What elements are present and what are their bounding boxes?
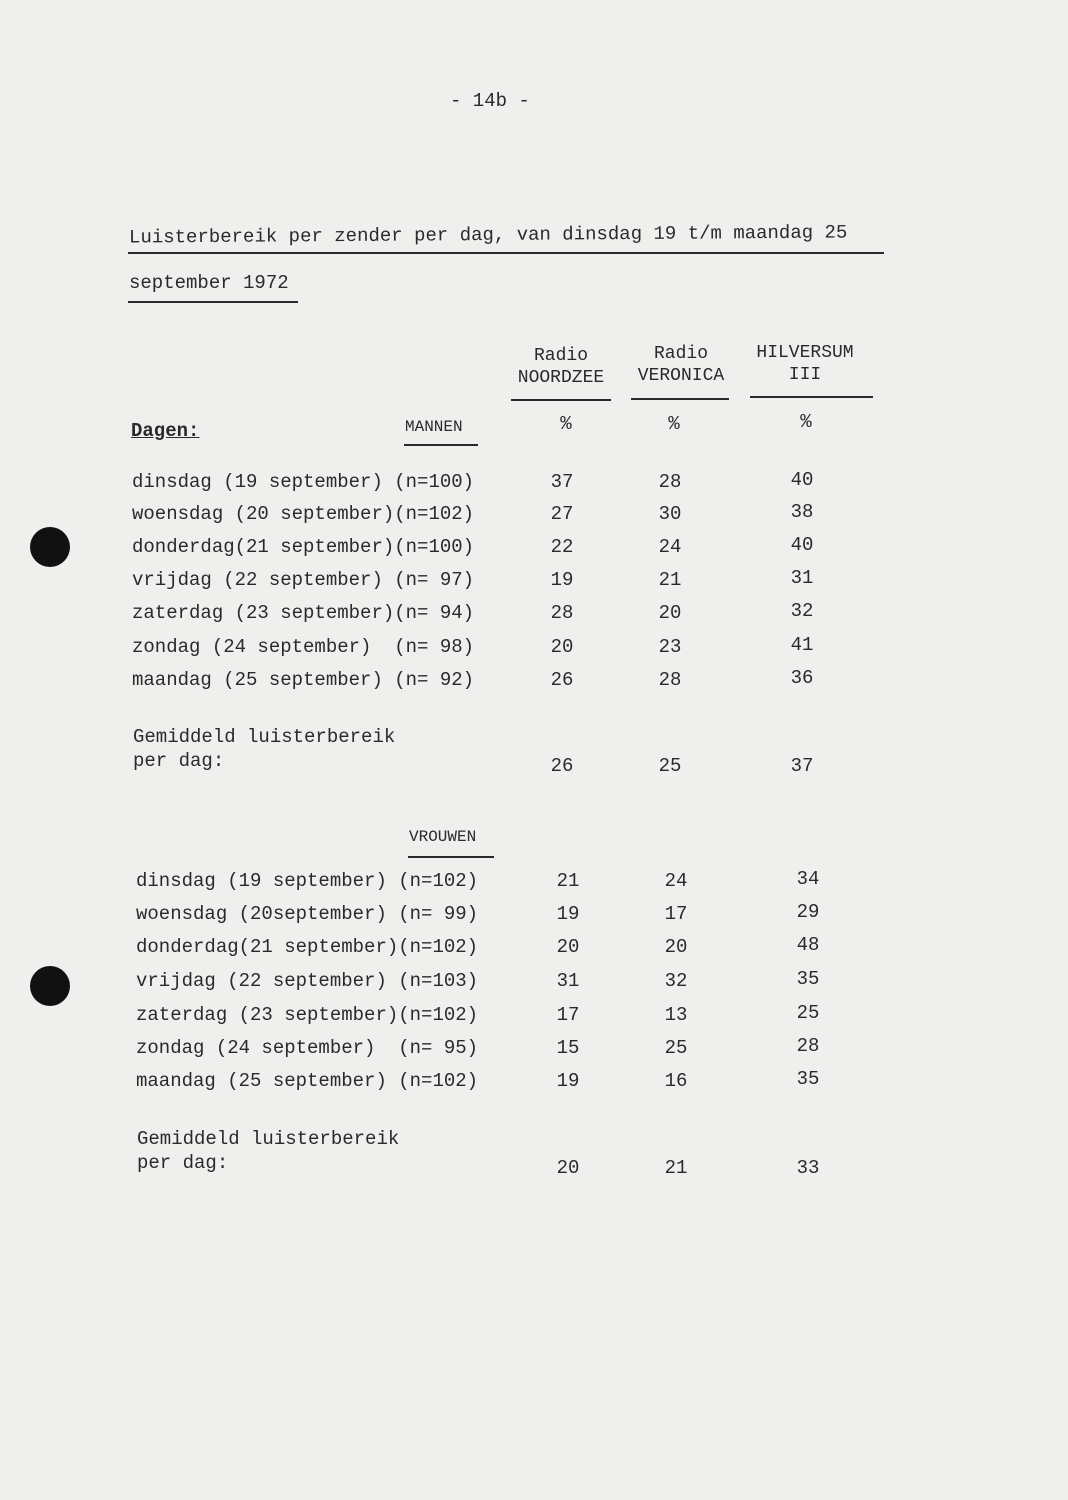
average-label: Gemiddeld luisterbereik — [133, 726, 396, 748]
row-day-label: maandag (25 september) (n= 92) — [132, 669, 475, 691]
row-value: 48 — [796, 934, 820, 956]
row-value: 25 — [664, 1037, 688, 1059]
row-value: 41 — [790, 634, 814, 656]
average-value: 26 — [550, 755, 574, 777]
row-value: 21 — [556, 870, 580, 892]
row-value: 28 — [658, 669, 682, 691]
row-value: 24 — [658, 536, 682, 558]
row-value: 28 — [550, 602, 574, 624]
row-value: 25 — [796, 1002, 820, 1024]
row-value: 19 — [556, 903, 580, 925]
row-value: 22 — [550, 536, 574, 558]
row-value: 40 — [790, 469, 814, 491]
row-value: 28 — [796, 1035, 820, 1057]
average-label: per dag: — [137, 1152, 229, 1174]
days-label: Dagen: — [131, 420, 200, 442]
row-value: 19 — [556, 1070, 580, 1092]
row-value: 13 — [664, 1004, 688, 1026]
row-value: 32 — [790, 600, 814, 622]
row-value: 20 — [658, 602, 682, 624]
document-title: Luisterbereik per zender per dag, van dinsdag 19 t/m maandag 25 — [128, 221, 848, 249]
row-value: 26 — [550, 669, 574, 691]
document-title-continued: september 1972 — [129, 272, 289, 294]
row-day-label: zondag (24 september) (n= 95) — [136, 1037, 479, 1059]
row-day-label: dinsdag (19 september) (n=102) — [136, 870, 479, 892]
row-value: 17 — [664, 903, 688, 925]
row-value: 17 — [556, 1004, 580, 1026]
row-value: 40 — [790, 534, 814, 556]
row-value: 28 — [658, 471, 682, 493]
header-underline — [750, 396, 873, 398]
row-value: 20 — [550, 636, 574, 658]
row-value: 20 — [664, 936, 688, 958]
punch-hole — [30, 966, 70, 1006]
row-day-label: zaterdag (23 september)(n=102) — [136, 1004, 479, 1026]
header-line: HILVERSUM — [756, 343, 854, 363]
header-line: NOORDZEE — [517, 368, 605, 388]
column-header-hilversum — [745, 342, 865, 386]
row-day-label: zaterdag (23 september)(n= 94) — [132, 602, 475, 624]
column-header-noordzee — [505, 345, 617, 389]
section-label-underline — [408, 856, 494, 858]
section-label: MANNEN — [405, 418, 463, 436]
title-underline — [128, 252, 884, 254]
punch-hole — [30, 527, 70, 567]
row-value: 35 — [796, 968, 820, 990]
row-value: 37 — [550, 471, 574, 493]
row-value: 31 — [556, 970, 580, 992]
row-day-label: zondag (24 september) (n= 98) — [132, 636, 475, 658]
row-value: 36 — [790, 667, 814, 689]
row-value: 27 — [550, 503, 574, 525]
row-value: 19 — [550, 569, 574, 591]
header-underline — [511, 399, 611, 401]
header-line: Radio — [653, 344, 708, 364]
row-value: 16 — [664, 1070, 688, 1092]
row-day-label: maandag (25 september) (n=102) — [136, 1070, 479, 1092]
section-label-underline — [404, 444, 478, 446]
average-value: 33 — [796, 1157, 820, 1179]
page-number: - 14b - — [450, 90, 530, 112]
average-value: 21 — [664, 1157, 688, 1179]
row-value: 24 — [664, 870, 688, 892]
row-value: 31 — [790, 567, 814, 589]
average-value: 37 — [790, 755, 814, 777]
row-value: 34 — [796, 868, 820, 890]
row-day-label: vrijdag (22 september) (n= 97) — [132, 569, 475, 591]
row-day-label: donderdag(21 september)(n=100) — [132, 536, 475, 558]
section-label: VROUWEN — [409, 828, 477, 846]
row-day-label: dinsdag (19 september) (n=100) — [132, 471, 475, 493]
title-underline — [128, 301, 298, 303]
row-day-label: donderdag(21 september)(n=102) — [136, 936, 479, 958]
header-line: III — [788, 365, 822, 385]
row-day-label: vrijdag (22 september) (n=103) — [136, 970, 479, 992]
average-value: 20 — [556, 1157, 580, 1179]
row-value: 29 — [796, 901, 820, 923]
average-label: Gemiddeld luisterbereik — [137, 1128, 400, 1150]
row-value: 15 — [556, 1037, 580, 1059]
unit-percent: % — [560, 413, 572, 435]
row-value: 23 — [658, 636, 682, 658]
row-day-label: woensdag (20september) (n= 99) — [136, 903, 479, 925]
average-value: 25 — [658, 755, 682, 777]
header-line: VERONICA — [637, 366, 725, 386]
row-value: 20 — [556, 936, 580, 958]
row-day-label: woensdag (20 september)(n=102) — [132, 503, 475, 525]
row-value: 32 — [664, 970, 688, 992]
header-line: Radio — [533, 346, 588, 366]
row-value: 30 — [658, 503, 682, 525]
header-underline — [631, 398, 729, 400]
row-value: 35 — [796, 1068, 820, 1090]
row-value: 38 — [790, 501, 814, 523]
unit-percent: % — [800, 411, 812, 433]
row-value: 21 — [658, 569, 682, 591]
column-header-veronica — [626, 343, 736, 387]
unit-percent: % — [668, 413, 680, 435]
average-label: per dag: — [133, 750, 225, 772]
